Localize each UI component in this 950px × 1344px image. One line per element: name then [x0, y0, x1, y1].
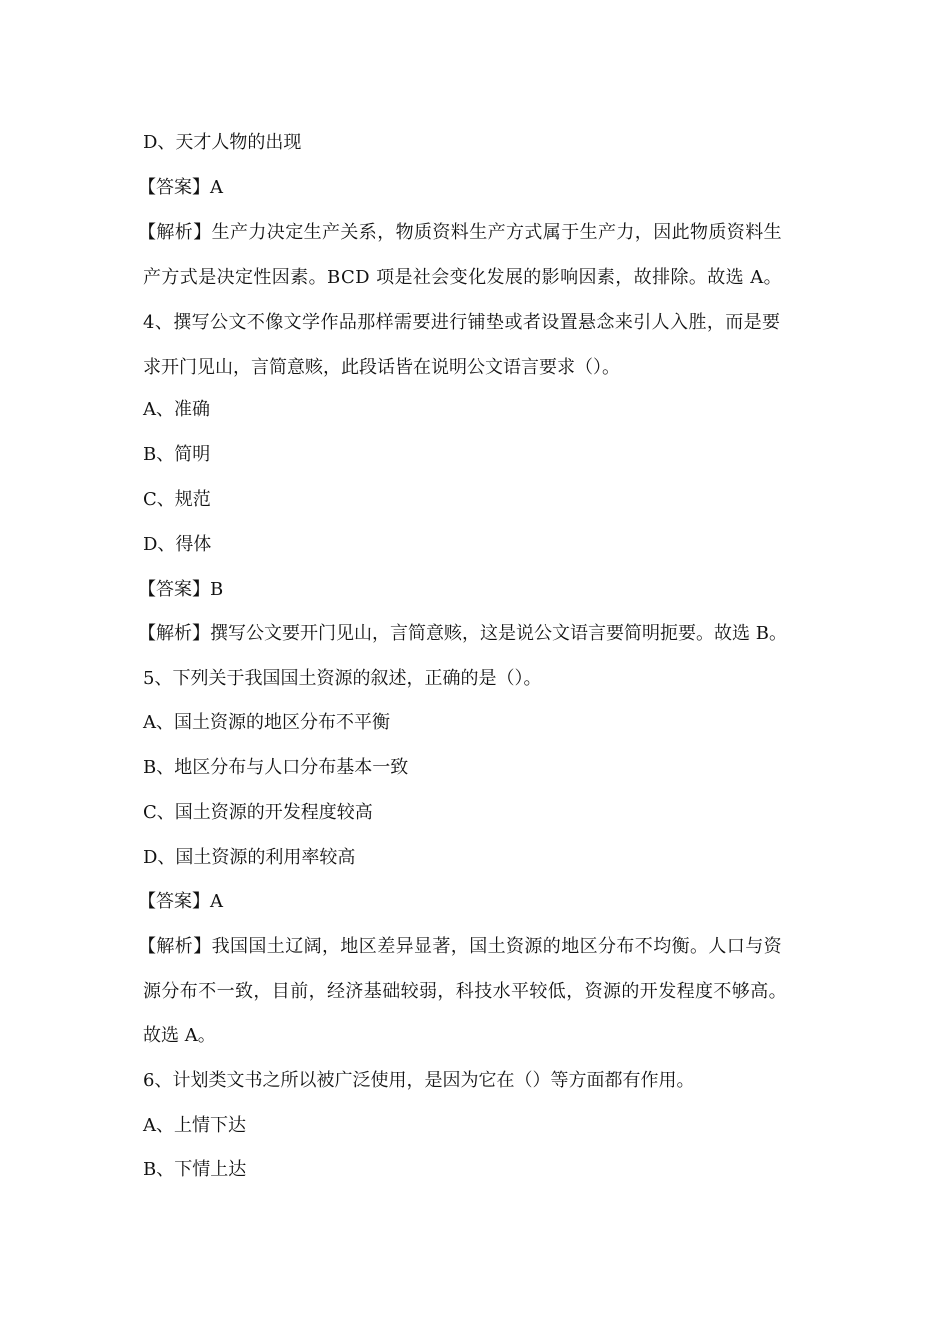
q5-answer: 【答案】A [138, 891, 223, 912]
q3-answer: 【答案】A [138, 177, 223, 198]
q4-option-d: D、得体 [143, 534, 212, 555]
q5-option-b: B、地区分布与人口分布基本一致 [143, 757, 409, 778]
q3-analysis-line-2: 产方式是决定性因素。BCD 项是社会变化发展的影响因素，故排除。故选 A。 [143, 267, 783, 288]
q4-option-a: A、准确 [143, 399, 210, 420]
q5-option-d: D、国土资源的利用率较高 [143, 847, 356, 868]
q5-analysis-line-2: 源分布不一致，目前，经济基础较弱，科技水平较低，资源的开发程度不够高。 [143, 981, 787, 1002]
q5-analysis-line-1: 【解析】我国国土辽阔，地区差异显著，国土资源的地区分布不均衡。人口与资 [138, 936, 782, 957]
q3-analysis-line-1: 【解析】生产力决定生产关系，物质资料生产方式属于生产力，因此物质资料生 [138, 222, 782, 243]
q4-answer: 【答案】B [138, 579, 224, 600]
q6-option-b: B、下情上达 [143, 1159, 247, 1180]
q5-stem: 5、下列关于我国国土资源的叙述，正确的是（）。 [143, 668, 542, 689]
q3-option-d: D、天才人物的出现 [143, 132, 302, 153]
q6-option-a: A、上情下达 [143, 1115, 246, 1136]
q4-option-b: B、简明 [143, 444, 211, 465]
q4-stem-line-2: 求开门见山，言简意赅，此段话皆在说明公文语言要求（）。 [143, 357, 620, 378]
q4-analysis: 【解析】撰写公文要开门见山，言简意赅，这是说公文语言要简明扼要。故选 B。 [138, 623, 787, 644]
q5-option-a: A、国土资源的地区分布不平衡 [143, 712, 390, 733]
q5-option-c: C、国土资源的开发程度较高 [143, 802, 373, 823]
q5-analysis-line-3: 故选 A。 [143, 1025, 216, 1046]
q4-stem-line-1: 4、撰写公文不像文学作品那样需要进行铺垫或者设置悬念来引人入胜，而是要 [143, 312, 781, 333]
q6-stem: 6、计划类文书之所以被广泛使用，是因为它在（）等方面都有作用。 [143, 1070, 695, 1091]
q4-option-c: C、规范 [143, 489, 211, 510]
